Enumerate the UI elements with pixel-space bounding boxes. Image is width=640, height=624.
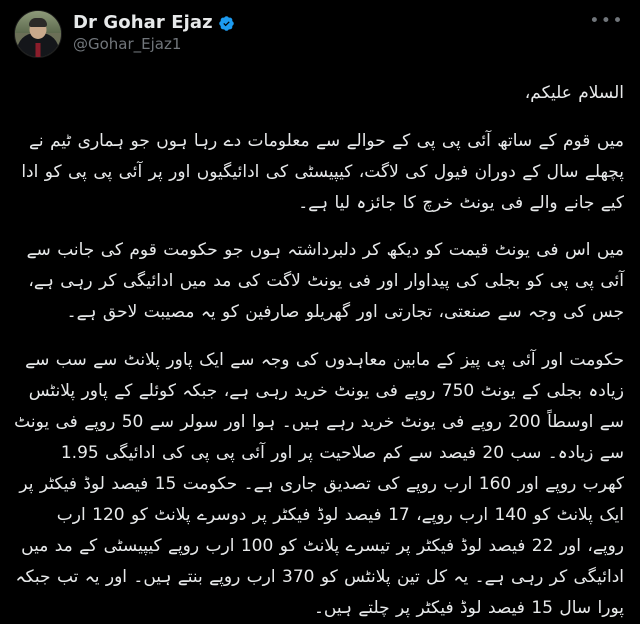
paragraph-3: حکومت اور آئی پی پیز کے مابین معاہدوں کی وجہ سے ایک پاور پلانٹ سے سب سے زیادہ بجلی کے یونٹ 750 روپے فی یونٹ خرید رہی ہے، جبکہ کوئلے کے پاور پلانٹس سے اوسطاً 200 روپے فی یونٹ خرید رہے ہیں۔ ہوا اور سولر سے 50 روپے فی یونٹ سے زیادہ۔ سب 20 فیصد سے کم صلاحیت پر اور آئی پی پی کی ادائیگی 1.95 کھرب روپے اور 160 ارب روپے کی تصدیق جاری ہے۔ حکومت 15 فیصد لوڈ فیکٹر پر ایک پلانٹ کو 140 ارب روپے، 17 فیصد لوڈ فیکٹر پر دوسرے پلانٹ کو 120 ارب روپے، اور 22 فیصد لوڈ فیکٹر پر تیسرے پلانٹ کو 100 ارب روپے کیپیسٹی کے مد میں ادائیگی کر رہی ہے۔ یہ کل تین پلانٹس کو 370 ارب روپے بنتے ہیں۔ اور یہ تب جبکہ پورا سال 15 فیصد لوڈ فیکٹر پر چلتے ہیں۔ (14, 350, 624, 618)
author-handle[interactable]: @Gohar_Ejaz1 (73, 35, 182, 53)
verified-badge-icon (218, 15, 235, 32)
avatar-tie (36, 43, 41, 57)
paragraph-1: میں قوم کے ساتھ آئی پی پی کے حوالے سے معلومات دے رہا ہوں جو ہماری ٹیم نے پچھلے سال کے دوران فیول کی لاگت، کیپیسٹی کی ادائیگیوں اور پر آئی پی پی کو ادا کیے جانے والے فی یونٹ خرچ کا جائزہ لیا ہے۔ (21, 131, 624, 213)
author-names (73, 10, 235, 54)
display-name-row (73, 12, 235, 34)
tweet-body (14, 78, 624, 624)
author-display-name[interactable]: Dr Gohar Ejaz (73, 12, 213, 33)
tweet-header (14, 10, 624, 62)
avatar-hair (29, 18, 47, 27)
greeting-text: السلام علیکم، (524, 83, 624, 103)
avatar[interactable] (14, 10, 62, 58)
paragraph-2: میں اس فی یونٹ قیمت کو دیکھ کر دلبرداشتہ ہوں جو حکومت قوم کی جانب سے آئی پی پی کو بجلی کی پیداوار اور فی یونٹ لاگت کی مد میں ادائیگی کر رہی ہے، جس کی وجہ سے صنعتی، تجارتی اور گھریلو صارفین کو یہ مصیبت لاحق ہے۔ (26, 240, 624, 322)
more-options-icon[interactable]: ••• (589, 11, 624, 31)
